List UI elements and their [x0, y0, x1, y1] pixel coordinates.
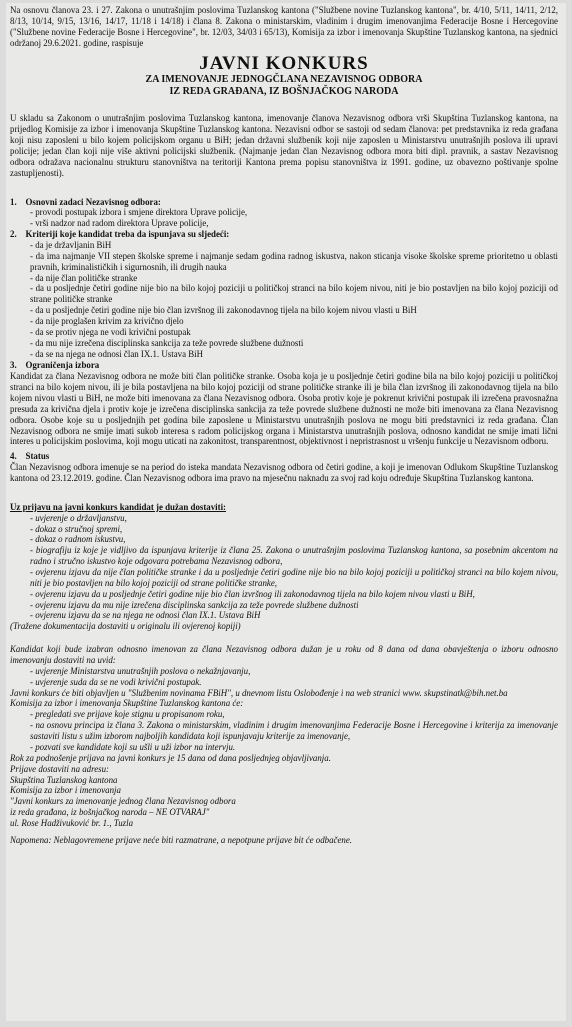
- deadline-text: Rok za podnošenje prijava na javni konkurs je 15 dana od dana posljednjeg objavljivanja.: [10, 752, 331, 763]
- section-3-heading: 3. Ograničenja izbora: [10, 360, 100, 371]
- address-line: Komisija za izbor i imenovanja: [10, 785, 121, 796]
- documents-note: (Tražene dokumentacija dostaviti u originalu ili ovjerenoj kopiji): [10, 621, 241, 632]
- list-item: - da u posljednje četiri godine nije bio na bilo kojoj poziciji u političkoj stranci na bilo kojem nivou, niti je bio postavljen na bilo kojoj poziciji od strane političke stranke: [30, 283, 558, 305]
- list-item: - ovjerenu izjavu da mu nije izrečena disciplinska sankcija za teže povrede službene dužnosti: [30, 600, 558, 611]
- publication-paragraph: Javni konkurs će biti objavljen u "Službenim novinama FBiH", u dnevnom listu Oslobođenje i na web stranici www. skupstinatk@bih.net.ba: [10, 687, 508, 698]
- list-item: - pozvati sve kandidate koji su ušli u uži izbor na intervju.: [30, 742, 558, 753]
- selected-candidate-list: [10, 666, 558, 688]
- list-item: - na osnovu principa iz člana 3. Zakona o ministarskim, vladinim i drugim imenovanjima Federacije Bosne i Hercegovine i kriterija za imenovanje sastaviti listu s užim izborom najboljih kandidata koji ispunjavaju kriterije za imenovanje,: [30, 720, 558, 742]
- list-item: - biografiju iz koje je vidljivo da ispunjava kriterije iz člana 25. Zakona o unutrašnjim poslovima Tuzlanskog kantona, sa posebnim akcentom na radno i stručno iskustvo koje odgovara potrebama Nezavisnog odbora,: [30, 545, 558, 567]
- list-item: - da se protiv njega ne vodi krivični postupak: [30, 327, 558, 338]
- document-title: JAVNI KONKURS: [199, 53, 369, 75]
- section-3-text: Kandidat za člana Nezavisnog odbora ne može biti član političke stranke. Osoba koja je u posljednje četiri godine bila na bilo kojoj poziciji u političkoj stranci na bilo kojem nivou, ili je bila postavljena na bilo kojoj poziciji od strane političke stranke ili je bila član izvršnog ili zakonodavnog tijela na bilo kojem nivou vlasti u BiH, ne može biti imenovana za člana Nezavisnog odbora. Osoba protiv koje je pokrenut krivični postupak ili izrečena pravosnažna presuda za krivična djela i protiv koje je izrečena disciplinska sankcija za teže povrede službene dužnosti ne može biti imenovana za člana Nezavisnog odbora. Osobe koje su u posljednjih pet godina bile zaposlene u Ministarstvu unutrašnjih poslova ne mogu biti predstavnici iz reda građana. Član Nezavisnog odbora ne smije imati sukob interesa s radom policijskog organa i Ministarstva unutrašnjih poslova, odnosno kandidat ne smije imati lični interes u policijskim poslovima, koji mogu uticati na zakonitost, transparentnost, objektivnost i nepristrasnost u vršenju funkcije u Nezavisnom odboru.: [10, 371, 558, 447]
- list-item: - ovjerenu izjavu da se na njega ne odnosi član IX.1. Ustava BiH: [30, 610, 558, 621]
- address-intro: Prijave dostaviti na adresu:: [10, 763, 110, 774]
- list-item: - dokaz o radnom iskustvu,: [30, 534, 558, 545]
- list-item: - da ima najmanje VII stepen školske spreme i najmanje sedam godina radnog iskustva, nakon sticanja visoke školske spreme prioritetno u oblasti pravnih, kriminalističkih i sigurnosnih, ili drugih nauka: [30, 251, 558, 273]
- commission-list: [10, 709, 558, 752]
- commission-heading: Komisija za izbor i imenovanja Skupštine Tuzlanskog kantona će:: [10, 698, 244, 709]
- list-item: - da je državljanin BiH: [30, 240, 558, 251]
- list-item: - uvjerenje suda da se ne vodi krivični postupak.: [30, 677, 558, 688]
- list-item: - dokaz o stručnoj spremi,: [30, 524, 558, 535]
- section-1-list: [10, 207, 558, 229]
- list-item: - da nije proglašen krivim za krivično djelo: [30, 316, 558, 327]
- section-4-text: Član Nezavisnog odbora imenuje se na period do isteka mandata Nezavisnog odbora od četiri godine, a koji je imenovan Odlukom Skupštine Tuzlanskog kantona od 23.12.2019. godine. Član Nezavisnog odbora ima pravo na mjesečnu naknadu za svoj rad koju određuje Skupština Tuzlanskog kantona.: [10, 462, 558, 484]
- closing-note: Napomena: Neblagovremene prijave neće biti razmatrane, a nepotpune prijave bit će odbačene.: [10, 834, 353, 845]
- section-2-heading: 2. Kriteriji koje kandidat treba da ispunjava su sljedeći:: [10, 229, 230, 240]
- list-item: - da nije član političke stranke: [30, 273, 558, 284]
- list-item: - da se na njega ne odnosi član IX.1. Ustava BiH: [30, 349, 558, 360]
- address-line: "Javni konkurs za imenovanje jednog člana Nezavisnog odbora: [10, 796, 236, 807]
- list-item: - ovjerenu izjavu da nije član političke stranke i da u posljednje četiri godine nije bio na bilo kojoj poziciji u političkoj stranci na bilo kojem nivou, niti je bio postavljen na bilo kojoj poziciji od strane političke stranke,: [30, 567, 558, 589]
- document-subtitle-1: ZA IMENOVANJE JEDNOGČLANA NEZAVISNOG ODBORA: [145, 74, 423, 86]
- list-item: - da u posljednje četiri godine nije bio član izvršnog ili zakonodavnog tijela na bilo kojem nivou vlasti u BiH: [30, 305, 558, 316]
- section-4-heading: 4. Status: [10, 451, 50, 462]
- list-item: - uvjerenje Ministarstva unutrašnjih poslova o nekažnjavanju,: [30, 666, 558, 677]
- document-page: [6, 3, 566, 1021]
- document-subtitle-2: IZ REDA GRAĐANA, IZ BOŠNJAČKOG NARODA: [169, 85, 399, 97]
- section-2-list: [10, 240, 558, 359]
- list-item: - da mu nije izrečena disciplinska sankcija za teže povrede službene dužnosti: [30, 338, 558, 349]
- selected-candidate-paragraph: Kandidat koji bude izabran odnosno imenovan za člana Nezavisnog odbora dužan je u roku od 8 dana od dana obavještenja o izboru odnosno imenovanju dostaviti na uvid:: [10, 644, 558, 666]
- list-item: - pregledati sve prijave koje stignu u propisanom roku,: [30, 709, 558, 720]
- address-line: iz reda građana, iz bošnjačkog naroda – NE OTVARAJ": [10, 807, 210, 818]
- address-block: [10, 775, 558, 829]
- documents-list: [10, 513, 558, 622]
- general-paragraph: U skladu sa Zakonom o unutrašnjim poslovima Tuzlanskog kantona, imenovanje članova Nezavisnog odbora vrši Skupština Tuzlanskog kantona, na prijedlog Komisije za izbor i imenovanja Skupštine Tuzlanskog kantona. Nezavisni odbor se sastoji od sedam članova: pet predstavnika iz reda građana koji nisu zaposleni u bilo kojem policijskom organu u BiH; jedan državni službenik koji nije zaposlen u Ministarstvu unutrašnjih poslova ili upravi policije; jedan član koji nije više aktivni policijski službenik. (Najmanje jedan član Nezavisnog odbora mora biti dipl. pravnik, a sastav Nezavisnog odbora odražava nacionalnu strukturu stanovništva na teritoriji Kantona prema popisu stanovništva iz 1991. godine, uz obavezno poštivanje spolne zastupljenosti).: [10, 113, 558, 178]
- legal-basis-paragraph: Na osnovu članova 23. i 27. Zakona o unutrašnjim poslovima Tuzlanskog kantona ("Službene novine Tuzlanskog kantona", br. 4/10, 5/11, 14/11, 2/12, 8/13, 10/14, 9/15, 13/16, 14/17, 11/18 i 14/18) i člana 8. Zakona o ministarskim, vladinim i drugim imenovanjima Federacije Bosne i Hercegovine ("Službene novine Federacije Bosne i Hercegovine", br. 12/03, 34/03 i 65/13), Komisija za izbor i imenovanja Skupštine Tuzlanskog kantona, na sjednici održanoj 29.6.2021. godine, raspisuje: [10, 5, 558, 48]
- address-line: Skupština Tuzlanskog kantona: [10, 774, 118, 785]
- list-item: - provodi postupak izbora i smjene direktora Uprave policije,: [30, 207, 558, 218]
- section-1-heading: 1. Osnovni zadaci Nezavisnog odbora:: [10, 196, 161, 207]
- documents-heading: Uz prijavu na javni konkurs kandidat je dužan dostaviti:: [10, 501, 227, 512]
- list-item: - vrši nadzor nad radom direktora Uprave policije,: [30, 218, 558, 229]
- list-item: - ovjerenu izjavu da u posljednje četiri godine nije bio član izvršnog ili zakonodavnog tijela na bilo kojem nivou vlasti u BiH,: [30, 589, 558, 600]
- list-item: - uvjerenje o državljanstvu,: [30, 513, 558, 524]
- address-line: ul. Rose Hadživuković br. 1., Tuzla: [10, 817, 134, 828]
